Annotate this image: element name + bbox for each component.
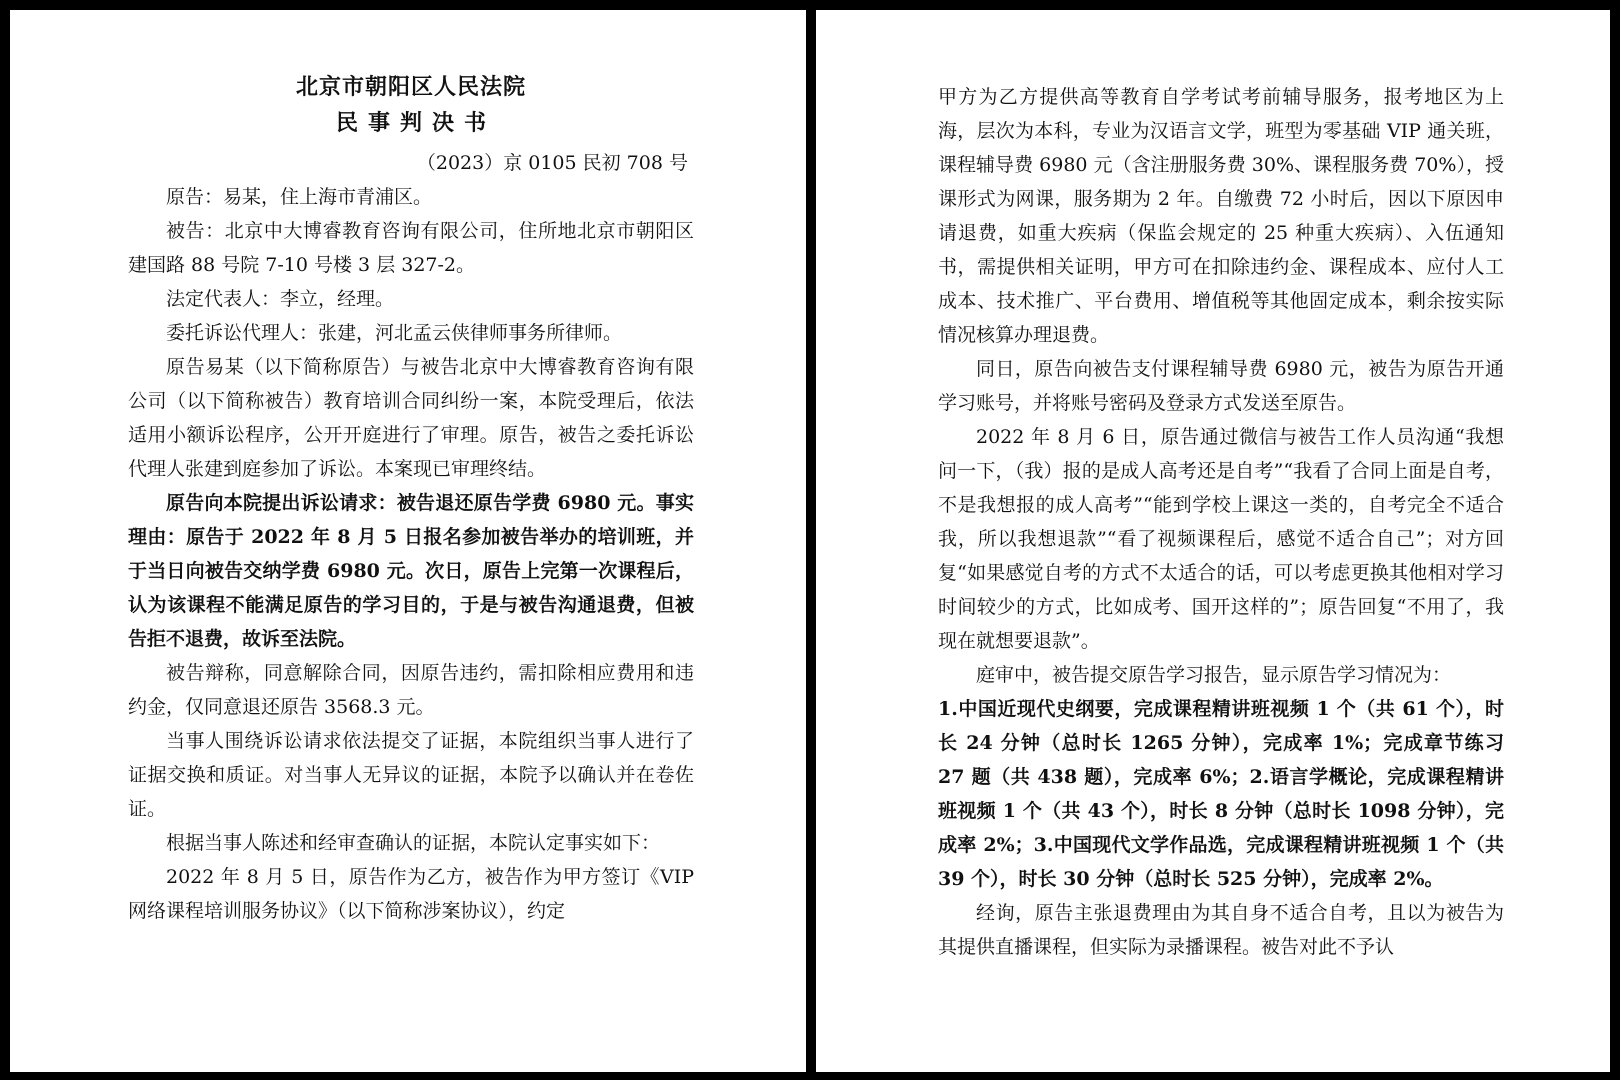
defendant-line: 被告：北京中大博睿教育咨询有限公司，住所地北京市朝阳区建国路 88 号院 7-10 号楼 3 层 327-2。 — [128, 220, 694, 276]
page-left — [10, 10, 806, 1072]
page-right — [816, 10, 1610, 1072]
evidence-paragraph: 当事人围绕诉讼请求依法提交了证据，本院组织当事人进行了证据交换和质证。对当事人无异议的证据，本院予以确认并在卷佐证。 — [128, 730, 694, 820]
defense-paragraph: 被告辩称，同意解除合同，因原告违约，需扣除相应费用和违约金，仅同意退还原告 3568.3 元。 — [128, 662, 694, 718]
agreement-paragraph: 2022 年 8 月 5 日，原告作为乙方，被告作为甲方签订《VIP 网络课程培训服务协议》（以下简称涉案协议），约定 — [128, 866, 694, 922]
document-type: 民事判决书 — [335, 111, 496, 136]
court-name: 北京市朝阳区人民法院 — [295, 75, 526, 100]
study-report-intro-paragraph: 庭审中，被告提交原告学习报告，显示原告学习情况为： — [976, 664, 1452, 686]
page-left-text — [128, 70, 694, 928]
findings-intro-paragraph: 根据当事人陈述和经审查确认的证据，本院认定事实如下： — [166, 832, 661, 854]
case-number: （2023）京 0105 民初 708 号 — [416, 152, 688, 174]
page-right-text — [938, 80, 1504, 964]
plaintiff-line: 原告：易某，住上海市青浦区。 — [166, 186, 433, 208]
legal-representative-line: 法定代表人：李立，经理。 — [166, 288, 395, 310]
payment-paragraph: 同日，原告向被告支付课程辅导费 6980 元，被告为原告开通学习账号，并将账号密码及登录方式发送至原告。 — [938, 358, 1504, 414]
claims-paragraph: 原告向本院提出诉讼请求：被告退还原告学费 6980 元。事实理由：原告于 2022 年 8 月 5 日报名参加被告举办的培训班，并于当日向被告交纳学费 6980 元。次日，原告上完第一次课程后，认为该课程不能满足原告的学习目的，于是与被告沟通退费，但被告拒不退费，故诉至法院。 — [128, 492, 694, 650]
wechat-communication-paragraph: 2022 年 8 月 6 日，原告通过微信与被告工作人员沟通“我想问一下，（我）报的是成人高考还是自考”“我看了合同上面是自考，不是我想报的成人高考”“能到学校上课这一类的，自考完全不适合我，所以我想退款”“看了视频课程后，感觉不适合自己”；对方回复“如果感觉自考的方式不太适合的话，可以考虑更换其他相对学习时间较少的方式，比如成考、国开这样的”；原告回复“不用了，我现在就想要退款”。 — [938, 426, 1504, 652]
inquiry-paragraph: 经询，原告主张退费理由为其自身不适合自考，且以为被告为其提供直播课程，但实际为录播课程。被告对此不予认 — [938, 902, 1504, 958]
agent-line: 委托诉讼代理人：张建，河北孟云侠律师事务所律师。 — [166, 322, 623, 344]
case-summary-paragraph: 原告易某（以下简称原告）与被告北京中大博睿教育咨询有限公司（以下简称被告）教育培训合同纠纷一案，本院受理后，依法适用小额诉讼程序，公开开庭进行了审理。原告，被告之委托诉讼代理人张建到庭参加了诉讼。本案现已审理终结。 — [128, 356, 694, 480]
study-report-details-paragraph: 1.中国近现代史纲要，完成课程精讲班视频 1 个（共 61 个），时长 24 分钟（总时长 1265 分钟），完成率 1%；完成章节练习 27 题（共 438 题），完成率 6%；2.语言学概论，完成课程精讲班视频 1 个（共 43 个），时长 8 分钟（总时长 1098 分钟），完成率 2%；3.中国现代文学作品选，完成课程精讲班视频 1 个（共 39 个），时长 30 分钟（总时长 525 分钟），完成率 2%。 — [938, 698, 1504, 890]
agreement-terms-paragraph: 甲方为乙方提供高等教育自学考试考前辅导服务，报考地区为上海，层次为本科，专业为汉语言文学，班型为零基础 VIP 通关班，课程辅导费 6980 元（含注册服务费 30%、课程服务费 70%），授课形式为网课，服务期为 2 年。自缴费 72 小时后，因以下原因申请退费，如重大疾病（保监会规定的 25 种重大疾病）、入伍通知书，需提供相关证明，甲方可在扣除违约金、课程成本、应付人工成本、技术推广、平台费用、增值税等其他固定成本，剩余按实际情况核算办理退费。 — [938, 86, 1504, 346]
